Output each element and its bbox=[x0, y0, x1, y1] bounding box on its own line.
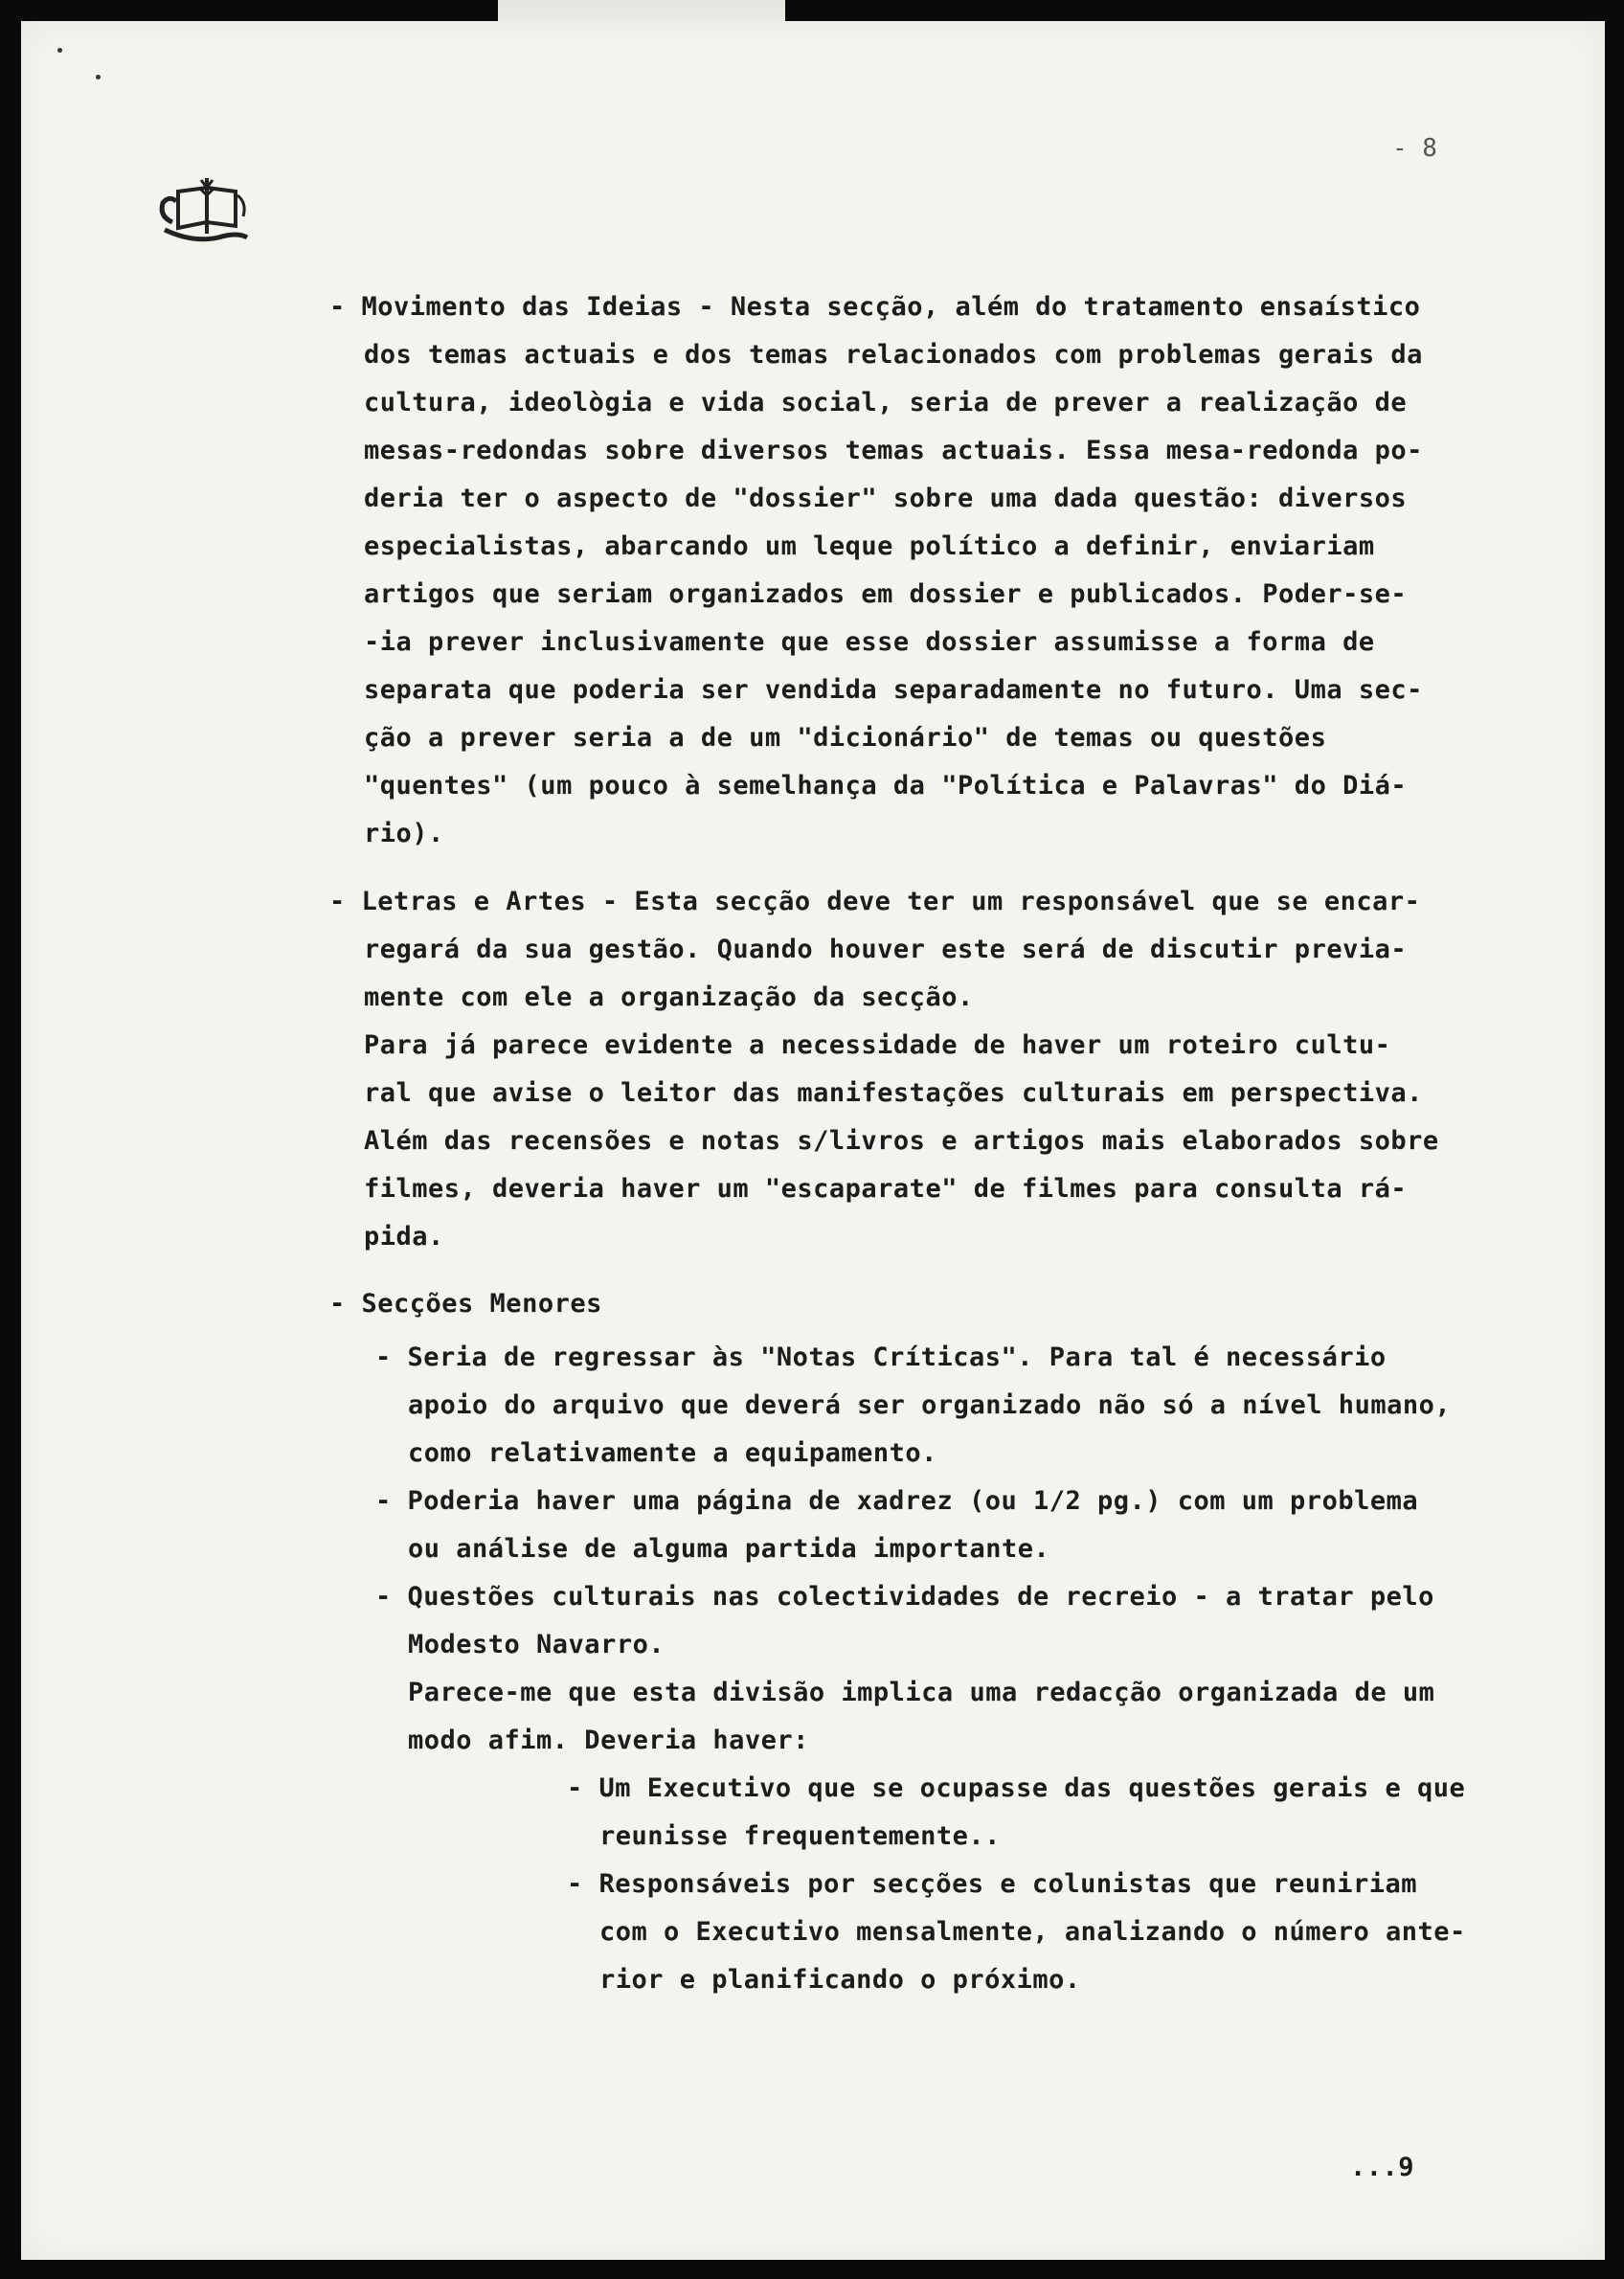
text-line: ção a prever seria a de um "dicionário" de temas ou questões bbox=[364, 723, 1327, 753]
text-line: "quentes" (um pouco à semelhança da "Política e Palavras" do Diá- bbox=[364, 771, 1408, 801]
text-line: Para já parece evidente a necessidade de haver um roteiro cultu- bbox=[364, 1030, 1391, 1060]
section-heading: - Secções Menores bbox=[329, 1289, 602, 1319]
text-line: artigos que seriam organizados em dossier e publicados. Poder-se- bbox=[364, 579, 1408, 609]
text-line: reunisse frequentemente.. bbox=[599, 1821, 1001, 1851]
text-line: especialistas, abarcando um leque político a definir, enviariam bbox=[364, 531, 1375, 561]
text-line: Além das recensões e notas s/livros e artigos mais elaborados sobre bbox=[364, 1126, 1439, 1156]
text-line: apoio do arquivo que deverá ser organizado não só a nível humano, bbox=[408, 1390, 1452, 1420]
book-wheat-logo-icon bbox=[155, 174, 260, 247]
text-line: modo afim. Deveria haver: bbox=[408, 1726, 809, 1755]
text-line: rio). bbox=[364, 819, 444, 848]
text-line: - Poderia haver uma página de xadrez (ou 1/2 pg.) com um problema bbox=[375, 1486, 1419, 1516]
document-page bbox=[21, 21, 1605, 2260]
text-line: mente com ele a organização da secção. bbox=[364, 982, 974, 1012]
text-line: deria ter o aspecto de "dossier" sobre uma dada questão: diversos bbox=[364, 484, 1408, 513]
text-line: - Responsáveis por secções e colunistas que reuniriam bbox=[567, 1869, 1418, 1899]
text-line: regará da sua gestão. Quando houver este será de discutir previa- bbox=[364, 935, 1408, 964]
text-line: cultura, ideològia e vida social, seria de prever a realização de bbox=[364, 388, 1408, 417]
text-line: pida. bbox=[364, 1222, 444, 1252]
text-line: rior e planificando o próximo. bbox=[599, 1965, 1081, 1995]
text-line: ou análise de alguma partida importante. bbox=[408, 1534, 1050, 1564]
text-line: Parece-me que esta divisão implica uma redacção organizada de um bbox=[408, 1678, 1435, 1707]
paper-speck bbox=[57, 48, 62, 53]
text-line: mesas-redondas sobre diversos temas actuais. Essa mesa-redonda po- bbox=[364, 436, 1423, 465]
text-line: - Letras e Artes - Esta secção deve ter um responsável que se encar- bbox=[329, 887, 1421, 916]
text-line: ral que avise o leitor das manifestações culturais em perspectiva. bbox=[364, 1078, 1423, 1108]
paper-speck bbox=[96, 75, 101, 79]
text-line: dos temas actuais e dos temas relacionados com problemas gerais da bbox=[364, 340, 1423, 370]
text-line: - Um Executivo que se ocupasse das questões gerais e que bbox=[567, 1773, 1466, 1803]
text-line: - Movimento das Ideias - Nesta secção, além do tratamento ensaístico bbox=[329, 292, 1421, 322]
page-number-mark: - 8 bbox=[1392, 134, 1437, 163]
text-line: com o Executivo mensalmente, analizando o número ante- bbox=[599, 1917, 1466, 1947]
text-line: filmes, deveria haver um "escaparate" de filmes para consulta rá- bbox=[364, 1174, 1408, 1204]
text-line: -ia prever inclusivamente que esse dossier assumisse a forma de bbox=[364, 627, 1375, 657]
text-line: separata que poderia ser vendida separadamente no futuro. Uma sec- bbox=[364, 675, 1423, 705]
text-line: - Questões culturais nas colectividades de recreio - a tratar pelo bbox=[375, 1582, 1434, 1612]
text-line: - Seria de regressar às "Notas Críticas". Para tal é necessário bbox=[375, 1343, 1387, 1372]
next-page-marker: ...9 bbox=[1350, 2153, 1415, 2182]
text-line: Modesto Navarro. bbox=[408, 1630, 665, 1659]
text-line: como relativamente a equipamento. bbox=[408, 1438, 937, 1468]
